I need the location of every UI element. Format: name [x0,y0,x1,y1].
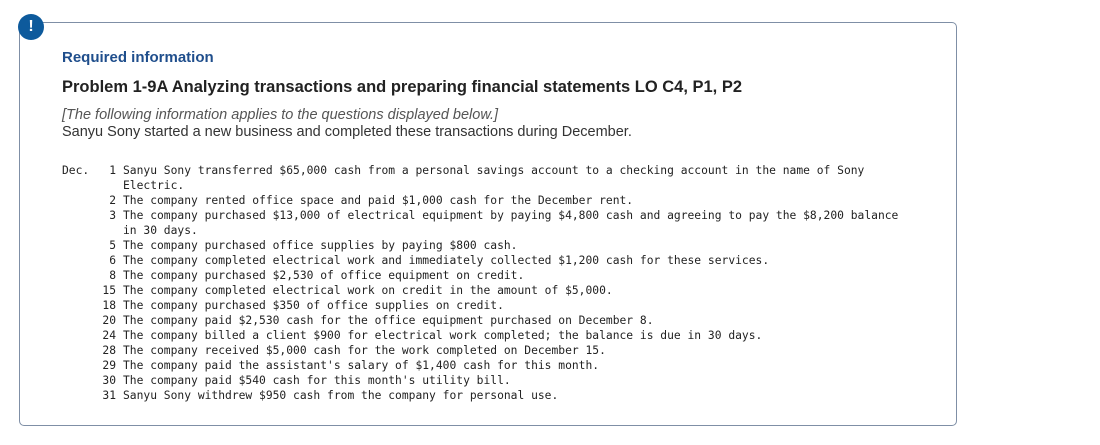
transaction-text: The company paid $2,530 cash for the office equipment purchased on December 8. [123,314,654,327]
transaction-text: Sanyu Sony transferred $65,000 cash from a personal savings account to a checking account in the name of Sony Electric. [123,164,865,192]
transaction-text: The company purchased office supplies by paying $800 cash. [123,239,518,252]
transaction-row [62,388,913,403]
transaction-row [62,208,913,238]
transaction-day: 6 [109,254,116,267]
transaction-text: Sanyu Sony withdrew $950 cash from the company for personal use. [123,389,559,402]
transaction-day: 18 [102,299,116,312]
transaction-text: The company billed a client $900 for electrical work completed; the balance is due in 30 days. [123,329,763,342]
transaction-day: 2 [109,194,116,207]
transaction-day: 24 [102,329,116,342]
transaction-text: The company paid $540 cash for this month's utility bill. [123,374,511,387]
transaction-row [62,328,913,343]
transaction-day: 29 [102,359,116,372]
transaction-day: 30 [102,374,116,387]
transaction-day: 3 [109,209,116,222]
problem-title: Problem 1-9A Analyzing transactions and preparing financial statements LO C4, P1, P2 [62,78,743,96]
transaction-day: 20 [102,314,116,327]
transaction-row [62,268,913,283]
transaction-day: 8 [109,269,116,282]
transaction-text: The company received $5,000 cash for the work completed on December 15. [123,344,606,357]
transaction-day: 5 [109,239,116,252]
transaction-day: 28 [102,344,116,357]
transaction-day: 15 [102,284,116,297]
transaction-day: 31 [102,389,116,402]
alert-icon: ! [18,14,44,40]
transaction-row [62,193,913,208]
transaction-text: The company purchased $350 of office supplies on credit. [123,299,504,312]
section-heading: Required information [62,49,214,66]
transaction-text: The company completed electrical work on credit in the amount of $5,000. [123,284,613,297]
transaction-day: 1 [109,164,116,177]
transaction-text: The company paid the assistant's salary of $1,400 cash for this month. [123,359,600,372]
transaction-text: The company purchased $13,000 of electrical equipment by paying $4,800 cash and agreeing to pay the $8,200 balance in 30 days. [123,209,899,237]
applies-note: [The following information applies to the questions displayed below.] [62,107,499,123]
transaction-row [62,163,913,193]
transaction-row [62,343,913,358]
transaction-row [62,298,913,313]
transaction-row [62,373,913,388]
transaction-row [62,358,913,373]
transaction-text: The company rented office space and paid $1,000 cash for the December rent. [123,194,634,207]
transaction-row [62,313,913,328]
transaction-text: The company completed electrical work and immediately collected $1,200 cash for these services. [123,254,770,267]
transaction-row [62,283,913,298]
intro-text: Sanyu Sony started a new business and completed these transactions during December. [62,124,632,140]
transaction-text: The company purchased $2,530 of office equipment on credit. [123,269,525,282]
transaction-row [62,238,913,253]
transaction-month: Dec. [62,164,90,177]
transaction-row [62,253,913,268]
transactions-list [62,163,913,403]
required-information-card [19,22,957,426]
